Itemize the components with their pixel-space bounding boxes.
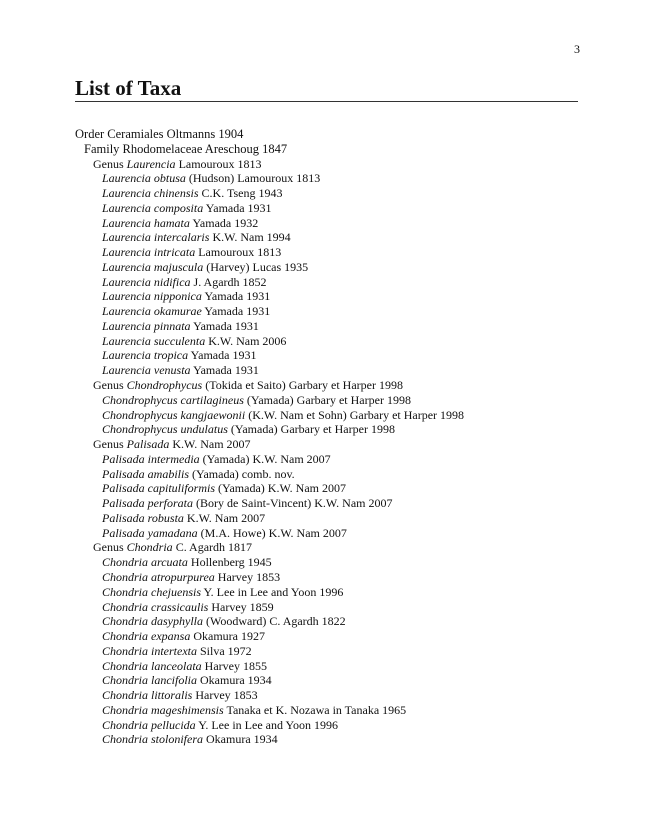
taxon-authority: K.W. Nam 2006 xyxy=(205,333,287,348)
taxon-species-row xyxy=(75,732,592,747)
taxon-name: Chondria pellucida xyxy=(102,717,196,732)
taxon-authority: Lamouroux 1813 xyxy=(195,245,282,260)
taxon-authority: Harvey 1853 xyxy=(192,688,258,703)
taxon-name: Laurencia intercalaris xyxy=(102,230,210,245)
taxon-species-row xyxy=(75,171,592,186)
taxon-name: Palisada intermedia xyxy=(102,451,200,466)
taxon-species-row xyxy=(75,452,592,467)
taxon-authority: Harvey 1855 xyxy=(201,658,267,673)
taxon-name: Chondria littoralis xyxy=(102,688,193,703)
taxon-name: Palisada xyxy=(126,437,170,452)
taxon-name: Laurencia xyxy=(126,156,176,171)
taxon-species-row xyxy=(75,644,592,659)
taxon-name: Laurencia composita xyxy=(102,200,204,215)
taxon-authority: Silva 1972 xyxy=(197,643,252,658)
taxon-species-row xyxy=(75,526,592,541)
taxon-authority: (Bory de Saint-Vincent) K.W. Nam 2007 xyxy=(193,496,393,511)
taxon-species-row xyxy=(75,496,592,511)
taxon-name: Chondrophycus xyxy=(126,378,203,393)
taxon-genus-row xyxy=(75,157,592,172)
taxon-species-row xyxy=(75,570,592,585)
taxon-authority: (Woodward) C. Agardh 1822 xyxy=(203,614,346,629)
taxon-species-row xyxy=(75,408,592,423)
taxon-species-row xyxy=(75,363,592,378)
taxon-name: Laurencia majuscula xyxy=(102,259,204,274)
taxon-name: Palisada yamadana xyxy=(102,525,198,540)
taxon-authority: Okamura 1927 xyxy=(190,629,265,644)
taxa-list xyxy=(75,127,592,747)
taxon-name: Chondria intertexta xyxy=(102,643,197,658)
taxon-name: Chondria lanceolata xyxy=(102,658,202,673)
taxon-name: Chondria expansa xyxy=(102,629,191,644)
taxon-species-row xyxy=(75,585,592,600)
taxon-authority: (Hudson) Lamouroux 1813 xyxy=(185,171,321,186)
taxon-authority: Yamada 1931 xyxy=(190,318,259,333)
taxon-species-row xyxy=(75,275,592,290)
taxon-authority: (M.A. Howe) K.W. Nam 2007 xyxy=(197,525,347,540)
taxon-name: Laurencia pinnata xyxy=(102,318,191,333)
taxon-authority: Yamada 1931 xyxy=(201,304,271,319)
taxon-name: Chondria dasyphylla xyxy=(102,614,203,629)
taxon-species-row xyxy=(75,319,592,334)
taxon-species-row xyxy=(75,245,592,260)
taxon-order-row xyxy=(75,127,592,142)
taxon-authority: C.K. Tseng 1943 xyxy=(198,186,283,201)
taxon-authority: Yamada 1931 xyxy=(188,348,257,363)
taxon-name: Chondria xyxy=(126,540,173,555)
taxon-species-row xyxy=(75,481,592,496)
taxon-species-row xyxy=(75,334,592,349)
taxon-name: Chondria lancifolia xyxy=(102,673,198,688)
taxon-species-row xyxy=(75,393,592,408)
taxon-authority: Yamada 1931 xyxy=(190,363,259,378)
taxon-authority: Tanaka et K. Nozawa in Tanaka 1965 xyxy=(223,702,407,717)
taxon-name: Laurencia intricata xyxy=(102,245,196,260)
taxon-authority: Order Ceramiales Oltmanns 1904 xyxy=(75,127,244,141)
taxon-authority: Okamura 1934 xyxy=(197,673,272,688)
taxon-genus-row xyxy=(75,540,592,555)
taxon-authority: Genus xyxy=(93,156,127,171)
taxon-species-row xyxy=(75,703,592,718)
taxon-genus-row xyxy=(75,437,592,452)
taxon-species-row xyxy=(75,659,592,674)
taxon-name: Chondrophycus cartilagineus xyxy=(102,392,244,407)
taxon-species-row xyxy=(75,304,592,319)
taxon-authority: Harvey 1853 xyxy=(214,569,281,584)
taxon-species-row xyxy=(75,511,592,526)
taxon-authority: (Tokida et Saito) Garbary et Harper 1998 xyxy=(202,378,403,393)
taxon-species-row xyxy=(75,348,592,363)
taxon-authority: K.W. Nam 1994 xyxy=(209,230,291,245)
taxon-name: Laurencia succulenta xyxy=(102,333,206,348)
taxon-authority: Family Rhodomelaceae Areschoug 1847 xyxy=(84,141,288,156)
taxon-authority: (Yamada) comb. nov. xyxy=(189,466,295,481)
taxon-species-row xyxy=(75,201,592,216)
taxon-name: Laurencia venusta xyxy=(102,363,191,378)
taxon-authority: Hollenberg 1945 xyxy=(187,555,272,570)
taxon-authority: (K.W. Nam et Sohn) Garbary et Harper 1998 xyxy=(245,407,465,422)
taxon-name: Palisada amabilis xyxy=(102,466,190,481)
taxon-species-row xyxy=(75,186,592,201)
taxon-name: Chondria atropurpurea xyxy=(102,569,215,584)
taxon-species-row xyxy=(75,600,592,615)
taxon-family-row xyxy=(75,142,592,157)
taxon-name: Laurencia nidifica xyxy=(102,274,191,289)
taxon-authority: Y. Lee in Lee and Yoon 1996 xyxy=(201,584,344,599)
taxon-authority: (Yamada) K.W. Nam 2007 xyxy=(199,451,331,466)
taxon-name: Laurencia hamata xyxy=(102,215,190,230)
title-rule xyxy=(75,101,578,102)
taxon-name: Laurencia okamurae xyxy=(102,304,202,319)
taxon-authority: Harvey 1859 xyxy=(208,599,274,614)
taxon-name: Palisada robusta xyxy=(102,510,184,525)
page-title: List of Taxa xyxy=(75,76,182,100)
taxon-authority: K.W. Nam 2007 xyxy=(183,510,266,525)
taxon-name: Laurencia obtusa xyxy=(102,171,186,186)
taxon-authority: C. Agardh 1817 xyxy=(172,540,253,555)
taxon-name: Chondria mageshimensis xyxy=(102,702,224,717)
taxon-authority: Yamada 1931 xyxy=(201,289,271,304)
taxon-species-row xyxy=(75,289,592,304)
taxon-name: Laurencia chinensis xyxy=(102,186,199,201)
taxon-name: Chondria crassicaulis xyxy=(102,599,209,614)
taxon-authority: Y. Lee in Lee and Yoon 1996 xyxy=(195,717,338,732)
taxon-authority: (Yamada) Garbary et Harper 1998 xyxy=(243,392,411,407)
taxon-species-row xyxy=(75,718,592,733)
taxon-name: Laurencia nipponica xyxy=(102,289,202,304)
taxon-species-row xyxy=(75,216,592,231)
taxon-authority: Genus xyxy=(93,540,127,555)
taxon-species-row xyxy=(75,555,592,570)
taxon-name: Palisada perforata xyxy=(102,496,194,511)
taxon-name: Chondrophycus undulatus xyxy=(102,422,228,437)
taxon-species-row xyxy=(75,614,592,629)
taxon-species-row xyxy=(75,260,592,275)
taxon-name: Chondria arcuata xyxy=(102,555,188,570)
taxon-authority: Yamada 1931 xyxy=(203,200,272,215)
taxon-authority: K.W. Nam 2007 xyxy=(169,437,251,452)
taxon-authority: Yamada 1932 xyxy=(189,215,259,230)
taxon-species-row xyxy=(75,467,592,482)
taxon-name: Chondria stolonifera xyxy=(102,732,204,747)
taxon-authority: Okamura 1934 xyxy=(203,732,278,747)
taxon-genus-row xyxy=(75,378,592,393)
taxon-authority: Genus xyxy=(93,378,127,393)
taxon-authority: J. Agardh 1852 xyxy=(190,274,267,289)
taxon-species-row xyxy=(75,673,592,688)
taxon-authority: (Yamada) Garbary et Harper 1998 xyxy=(227,422,395,437)
taxon-authority: Lamouroux 1813 xyxy=(175,156,262,171)
taxon-name: Chondrophycus kangjaewonii xyxy=(102,407,246,422)
page-number: 3 xyxy=(574,42,580,56)
taxon-name: Laurencia tropica xyxy=(102,348,189,363)
taxon-name: Chondria chejuensis xyxy=(102,584,201,599)
taxon-authority: (Yamada) K.W. Nam 2007 xyxy=(215,481,347,496)
taxon-authority: Genus xyxy=(93,437,127,452)
taxon-species-row xyxy=(75,688,592,703)
taxon-authority: (Harvey) Lucas 1935 xyxy=(203,259,309,274)
taxon-name: Palisada capituliformis xyxy=(102,481,216,496)
taxon-species-row xyxy=(75,422,592,437)
taxon-species-row xyxy=(75,230,592,245)
taxon-species-row xyxy=(75,629,592,644)
